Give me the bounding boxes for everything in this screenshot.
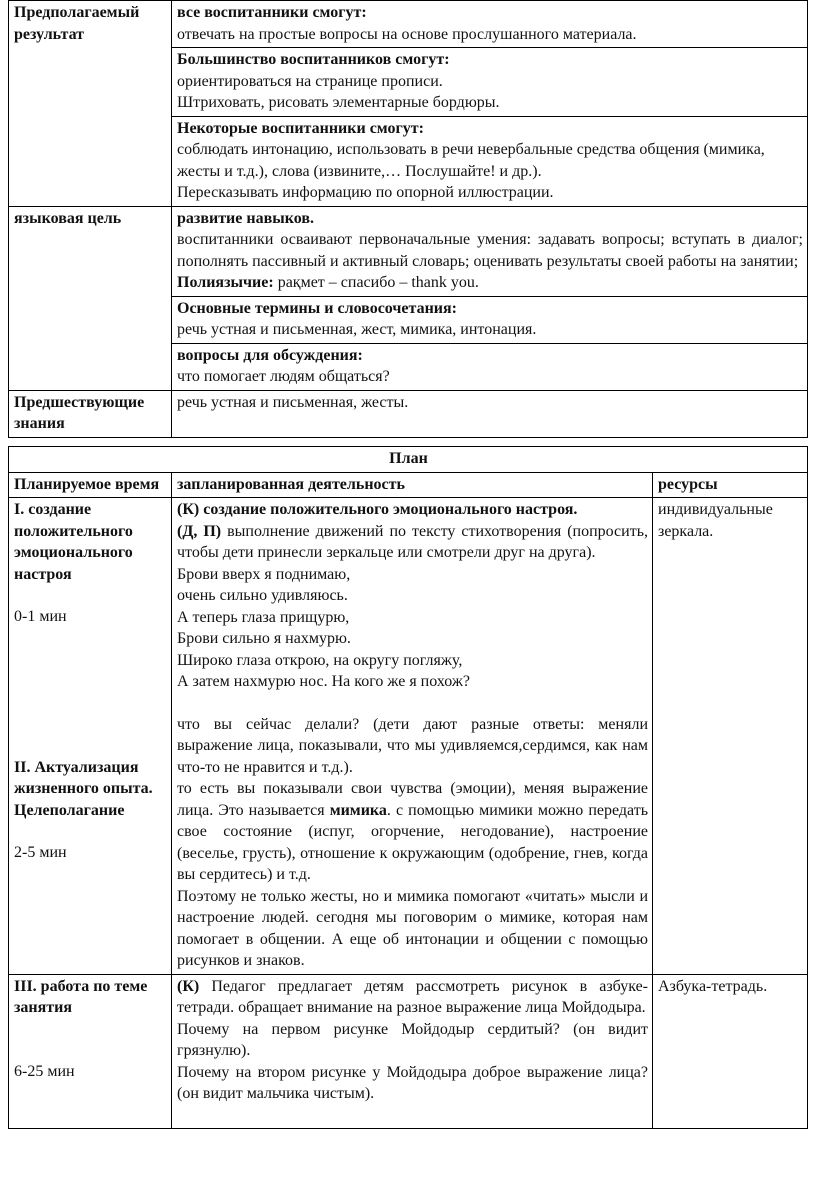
cell-stage-1-2 — [9, 498, 172, 975]
activity-dp-text: выполнение движений по тексту стихотворения (попросить, чтобы дети принесли зеркальце или смотрели друг на друга). — [177, 522, 648, 561]
text-run: . с помощью мимики можно передать свое состояние (испуг, огорчение, негодование), настроение (веселье, грусть), отношение к окружающим (одобрение, гнев, когда вы сердитесь) и т.д. — [177, 801, 649, 883]
stage-1-title: I. создание положительного эмоционального настроя — [14, 501, 133, 583]
stage-3-time: 6-25 мин — [14, 1062, 75, 1080]
language-goal-label: языковая цель — [9, 206, 172, 390]
activity-paragraph: что вы сейчас делали? (дети дают разные ответы: меняли выражение лица, показывали, что мы удивляемся,сердимся, как нам что-то не нравится и т.д.). — [177, 715, 648, 776]
skills-title: развитие навыков. — [177, 209, 314, 227]
cell-activity-2 — [172, 974, 653, 1128]
col-header-time: Планируемое время — [9, 472, 172, 498]
cell-some-students — [172, 116, 808, 206]
activity-paragraph — [177, 778, 648, 886]
activity-dp-label: (Д, П) — [177, 522, 222, 540]
all-students-title: все воспитанники смогут: — [177, 4, 367, 21]
poem-line: очень сильно удивляюсь. — [177, 587, 348, 604]
text-run: то есть вы показывали свои чувства (эмоции), меняя выражение лица. Это называется — [177, 780, 648, 819]
skills-text: воспитанники осваивают первоначальные умения: задавать вопросы; вступать в диалог; пополнять пассивный и активный словарь; оценивать результаты своей работы на занятии; — [177, 231, 803, 270]
polylingual-text: рақмет – спасибо – thank you. — [273, 274, 479, 291]
stage-2-time: 2-5 мин — [14, 844, 67, 861]
lesson-info-table — [8, 0, 808, 438]
terms-title: Основные термины и словосочетания: — [177, 299, 457, 317]
resources-2: Азбука-тетрадь. — [653, 974, 808, 1128]
questions-title: вопросы для обсуждения: — [177, 346, 363, 364]
poem-line: А затем нахмурю нос. На кого же я похож? — [177, 673, 470, 690]
activity-k-text: Педагог предлагает детям рассмотреть рисунок в азбуке-тетради. обращает внимание на разное выражение лица Мойдодыра. — [177, 977, 648, 1016]
activity-question: Почему на первом рисунке Мойдодыр сердитый? (он видит грязнулю). — [177, 1020, 648, 1059]
cell-activity-1 — [172, 498, 653, 975]
table-row — [9, 498, 808, 975]
activity-dp-line — [177, 521, 648, 564]
most-students-line: ориентироваться на странице прописи. — [177, 72, 443, 90]
table-row — [9, 1, 808, 48]
activity-paragraph: Поэтому не только жесты, но и мимика помогают «читать» мысли и настроение людей. сегодня мы поговорим о мимике, которая нам помогает в общении. А еще об интонации и общении с помощью рисунков и знаков. — [177, 887, 648, 969]
cell-skills — [172, 206, 808, 296]
stage-1-time: 0-1 мин — [14, 608, 67, 625]
some-students-title: Некоторые воспитанники смогут: — [177, 119, 424, 137]
prior-knowledge-text: речь устная и письменная, жесты. — [172, 390, 808, 437]
stage-3-title: III. работа по теме занятия — [14, 977, 148, 1016]
stage-2-title: II. Актуализация жизненного опыта. Целеполагание — [14, 758, 153, 819]
some-students-line: Пересказывать информацию по опорной иллюстрации. — [177, 184, 554, 201]
table-header-row — [9, 472, 808, 498]
cell-stage-3 — [9, 974, 172, 1128]
activity-k-line — [177, 976, 648, 1019]
terms-text: речь устная и письменная, жест, мимика, интонация. — [177, 321, 537, 338]
table-row — [9, 974, 808, 1128]
most-students-title: Большинство воспитанников смогут: — [177, 51, 450, 68]
plan-title: План — [9, 447, 808, 473]
result-label: Предполагаемый результат — [9, 1, 172, 207]
resources-1: индивидуальные зеркала. — [653, 498, 808, 975]
poem-line: Брови вверх я поднимаю, — [177, 565, 351, 583]
cell-terms — [172, 296, 808, 343]
some-students-line: соблюдать интонацию, использовать в речи невербальные средства общения (мимика, жесты и т.д.), слова (извините,… Послушайте! и др.). — [177, 141, 765, 180]
polylingual-label: Полиязычие: — [177, 274, 274, 291]
table-row — [9, 206, 808, 296]
col-header-activity: запланированная деятельность — [172, 472, 653, 498]
most-students-line: Штриховать, рисовать элементарные бордюры. — [177, 94, 500, 111]
polylingual-line — [177, 272, 803, 294]
col-header-resources: ресурсы — [653, 472, 808, 498]
plan-table — [8, 446, 808, 1129]
term-mimika: мимика — [329, 801, 387, 819]
prior-knowledge-label: Предшествующие знания — [9, 390, 172, 437]
table-row — [9, 447, 808, 473]
activity-k-label: (К) — [177, 977, 200, 995]
activity-k-title: (К) создание положительного эмоционального настроя. — [177, 501, 578, 518]
all-students-line: отвечать на простые вопросы на основе прослушанного материала. — [177, 25, 637, 43]
table-row — [9, 390, 808, 437]
poem-line: Широко глаза открою, на округу погляжу, — [177, 651, 463, 669]
activity-question: Почему на втором рисунке у Мойдодыра доброе выражение лица? (он видит мальчика чистым). — [177, 1063, 648, 1102]
cell-all-students — [172, 1, 808, 48]
cell-most-students — [172, 48, 808, 117]
poem-line: Брови сильно я нахмурю. — [177, 630, 351, 647]
questions-text: что помогает людям общаться? — [177, 368, 390, 385]
poem-line: А теперь глаза прищурю, — [177, 608, 350, 626]
cell-questions — [172, 343, 808, 390]
